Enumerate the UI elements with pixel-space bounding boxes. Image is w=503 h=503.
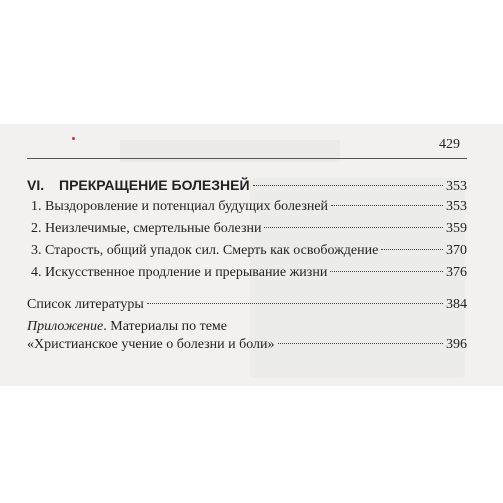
page-number: 429 bbox=[439, 137, 460, 152]
chapter-title: ПРЕКРАЩЕНИЕ БОЛЕЗНЕЙ bbox=[59, 177, 250, 193]
toc-item bbox=[27, 242, 467, 264]
chapter-numeral: VI. bbox=[27, 177, 45, 193]
toc-item bbox=[27, 264, 467, 286]
toc-item-page: 370 bbox=[446, 243, 467, 258]
toc-item bbox=[27, 220, 467, 242]
toc-item-title: 4. Искусственное продление и прерывание жизни bbox=[31, 265, 328, 280]
leader-dots bbox=[147, 303, 443, 304]
toc-item-title: 1. Выздоровление и потенциал будущих болезней bbox=[31, 199, 329, 214]
leader-dots bbox=[253, 185, 443, 186]
bibliography-page: 384 bbox=[446, 297, 467, 312]
appendix-page: 396 bbox=[446, 337, 467, 352]
leader-dots bbox=[278, 343, 443, 344]
toc-item-page: 359 bbox=[446, 221, 467, 236]
chapter-page: 353 bbox=[446, 179, 467, 194]
leader-dots bbox=[330, 271, 443, 272]
toc-item-title: 2. Неизлечимые, смертельные болезни bbox=[31, 221, 262, 236]
toc-item bbox=[27, 198, 467, 220]
appendix-line1-rest: . Материалы по теме bbox=[103, 319, 228, 334]
toc-chapter-heading bbox=[27, 176, 467, 198]
toc-item-page: 353 bbox=[446, 199, 467, 214]
header-rule bbox=[27, 158, 467, 159]
toc-bibliography bbox=[27, 296, 467, 318]
table-of-contents bbox=[27, 176, 467, 358]
toc-item-page: 376 bbox=[446, 265, 467, 280]
toc-item-title: 3. Старость, общий упадок сил. Смерть как освобождение bbox=[31, 243, 379, 258]
appendix-title: «Христианское учение о болезни и боли» bbox=[27, 337, 275, 352]
leader-dots bbox=[331, 205, 443, 206]
red-mark bbox=[72, 137, 75, 140]
toc-appendix-line2 bbox=[27, 336, 467, 358]
appendix-label: Приложение bbox=[27, 319, 104, 334]
leader-dots bbox=[381, 249, 443, 250]
leader-dots bbox=[264, 227, 443, 228]
bibliography-title: Список литературы bbox=[27, 297, 144, 312]
